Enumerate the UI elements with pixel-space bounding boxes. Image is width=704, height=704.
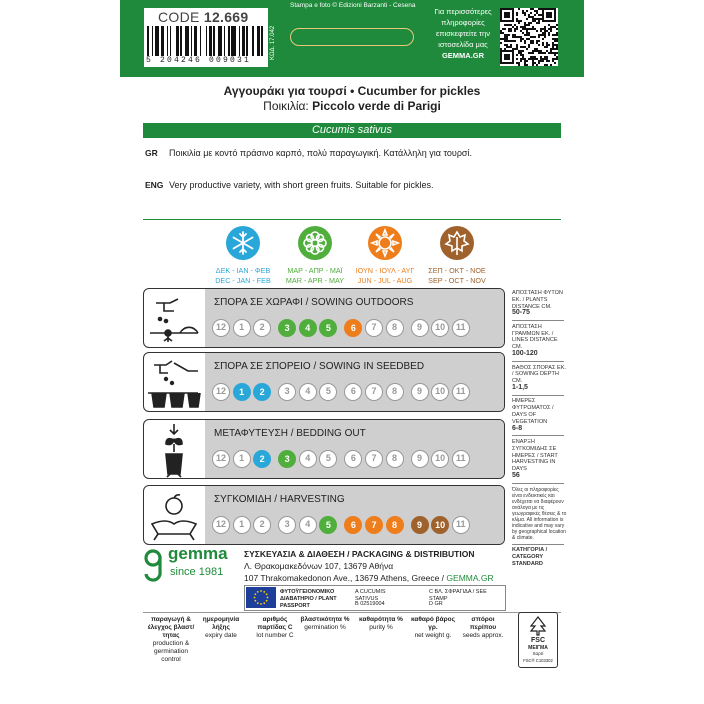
company-website[interactable]: GEMMA.GR xyxy=(446,573,494,583)
calendar-row xyxy=(143,288,505,348)
footer-field-en: purity % xyxy=(369,624,393,631)
month-9: 9 xyxy=(411,319,429,337)
footer-field-en: germination % xyxy=(304,624,346,631)
footer-field-gr: καθαρότητα % xyxy=(359,616,403,623)
category: ΚΑΤΗΓΟΡΙΑ / CATEGORY STANDARD xyxy=(512,547,548,567)
season-label-gr: ΔΕΚ - ΙΑΝ - ΦΕΒ xyxy=(215,266,271,275)
footer-field xyxy=(408,616,458,640)
month-10: 10 xyxy=(431,383,449,401)
month-3: 3 xyxy=(278,516,296,534)
description-gr: Ποικιλία με κοντό πράσινο καρπό, πολύ παραγωγική. Κατάλληλη για τουρσί. xyxy=(169,148,472,158)
footer-field-en: lot number C xyxy=(256,632,294,639)
packaging-label: ΣΥΣΚΕΥΑΣΙΑ & ΔΙΑΘΕΣΗ / PACKAGING & DISTRIBUTION xyxy=(244,549,475,559)
gemma-logo-icon xyxy=(143,548,163,587)
divider xyxy=(143,219,561,220)
brand-name: gemma xyxy=(168,544,228,563)
month-7: 7 xyxy=(365,450,383,468)
season-label-gr: ΣΕΠ - ΟΚΤ - ΝΟΕ xyxy=(428,266,486,275)
season-label-gr: ΙΟΥΝ - ΙΟΥΛ - ΑΥΓ xyxy=(355,266,415,275)
harvest-days-label: ΕΝΑΡΞΗ ΣΥΓΚΟΜΙΔΗΣ ΣΕ ΗΜΕΡΕΣ / START HARVESTING IN DAYS xyxy=(512,439,558,473)
sowing-depth-value: 1-1,5 xyxy=(512,383,528,391)
month-6: 6 xyxy=(344,319,362,337)
footer-field xyxy=(458,616,508,640)
month-8: 8 xyxy=(386,319,404,337)
barcode-number: 5 204246 009031 xyxy=(146,56,252,65)
footer-field xyxy=(300,616,350,632)
footer-field-en: net weight g. xyxy=(414,632,452,639)
month-8: 8 xyxy=(386,516,404,534)
calendar-row xyxy=(143,485,505,545)
footer-field-gr: καθαρό βάρος γρ. xyxy=(410,616,456,631)
month-5: 5 xyxy=(319,450,337,468)
row-title: ΜΕΤΑΦΥΤΕΥΣΗ / BEDDING OUT xyxy=(214,428,366,439)
calendar-row xyxy=(143,352,505,412)
passport-c: C ΒΛ. ΣΦΡΑΓΙΔΑ / SEE STAMP xyxy=(429,589,487,602)
tree-icon xyxy=(528,616,548,636)
season-label-en: SEP - OCT - NOV xyxy=(428,276,486,285)
since-text: since 1981 xyxy=(170,566,224,578)
month-strip xyxy=(212,383,472,401)
month-9: 9 xyxy=(411,516,429,534)
sun-icon xyxy=(368,226,402,260)
plants-distance-label: ΑΠΟΣΤΑΣΗ ΦΥΤΩΝ ΕΚ. / PLANTS DISTANCE CM. xyxy=(512,290,563,310)
season-label-en: DEC - JAN - FEB xyxy=(215,276,271,285)
side-info xyxy=(512,290,568,568)
lines-distance-label: ΑΠΟΣΤΑΣΗ ΓΡΑΜΜΩΝ ΕΚ. / LINES DISTANCE CM. xyxy=(512,323,558,351)
plant-passport xyxy=(244,585,506,611)
month-1: 1 xyxy=(233,319,251,337)
month-11: 11 xyxy=(452,383,470,401)
footer-field xyxy=(146,616,196,664)
kod-label: ΚΩΔ. 17.042 xyxy=(270,25,276,60)
month-7: 7 xyxy=(365,516,383,534)
month-3: 3 xyxy=(278,450,296,468)
qr-code[interactable] xyxy=(500,8,558,66)
variety-title: Ποικιλία: Piccolo verde di Parigi xyxy=(263,99,441,113)
description-en: Very productive variety, with short green fruits. Suitable for pickles. xyxy=(169,180,434,190)
month-12: 12 xyxy=(212,383,230,401)
address-gr: Λ. Θρακομακεδόνων 107, 13679 Αθήνα xyxy=(244,561,394,571)
lang-gr: GR xyxy=(145,148,158,158)
month-strip xyxy=(212,450,472,468)
passport-d: D GR xyxy=(429,601,443,607)
row-title: ΣΠΟΡΑ ΣΕ ΧΩΡΑΦΙ / SOWING OUTDOORS xyxy=(214,297,414,308)
product-code: CODE 12.669 xyxy=(158,9,249,25)
month-2: 2 xyxy=(253,516,271,534)
footer-field-gr: ημερομηνία λήξης xyxy=(202,616,240,631)
month-4: 4 xyxy=(299,450,317,468)
fsc-code: FSC® C103302 xyxy=(523,658,553,663)
month-4: 4 xyxy=(299,516,317,534)
month-12: 12 xyxy=(212,516,230,534)
address-en: 107 Thrakomakedonon Ave., 13679 Athens, Greece / GEMMA.GR xyxy=(244,573,494,583)
row-title: ΣΥΓΚΟΜΙΔΗ / HARVESTING xyxy=(214,494,345,505)
month-2: 2 xyxy=(253,383,271,401)
month-3: 3 xyxy=(278,319,296,337)
lines-distance-value: 100-120 xyxy=(512,350,538,358)
month-12: 12 xyxy=(212,450,230,468)
month-8: 8 xyxy=(386,383,404,401)
footer-field-en: production & germination control xyxy=(152,640,190,663)
disclaimer: Όλες οι πληροφορίες είναι ενδεικτικές και ενδέχεται να διαφέρουν ανάλογα με τις γεωγραφικές θέσεις & το κλίμα. All information is indicative and may vary by geographical location & climate. xyxy=(512,486,567,541)
flower-icon xyxy=(298,226,332,260)
month-11: 11 xyxy=(452,319,470,337)
fsc-sub2: Χαρτί xyxy=(532,651,544,656)
month-5: 5 xyxy=(319,516,337,534)
month-strip xyxy=(212,516,472,534)
footer-field xyxy=(356,616,406,632)
eu-flag-icon xyxy=(246,587,276,608)
website-link[interactable]: GEMMA.GR xyxy=(441,51,485,60)
month-10: 10 xyxy=(431,450,449,468)
month-9: 9 xyxy=(411,450,429,468)
fsc-label: FSC xyxy=(531,637,545,644)
month-3: 3 xyxy=(278,383,296,401)
season-label-en: MAR - APR - MAY xyxy=(285,276,345,285)
month-4: 4 xyxy=(299,319,317,337)
vegetation-days-label: ΗΜΕΡΕΣ ΦΥΤΡΩΜΑΤΟΣ / DAYS OF VEGETATION xyxy=(512,398,554,425)
month-8: 8 xyxy=(386,450,404,468)
month-12: 12 xyxy=(212,319,230,337)
month-4: 4 xyxy=(299,383,317,401)
month-6: 6 xyxy=(344,450,362,468)
month-6: 6 xyxy=(344,383,362,401)
month-11: 11 xyxy=(452,450,470,468)
season-label-en: JUN - JUL - AUG xyxy=(357,276,413,285)
footer-field-en: expiry date xyxy=(205,632,237,639)
vegetation-days-value: 6-8 xyxy=(512,424,523,432)
month-1: 1 xyxy=(233,450,251,468)
month-11: 11 xyxy=(452,516,470,534)
footer-divider xyxy=(143,612,561,613)
fsc-sub: ΜΕΙΓΜΑ xyxy=(528,645,548,651)
footer-field xyxy=(250,616,300,640)
footer-field-en: seeds approx. xyxy=(462,632,504,639)
month-2: 2 xyxy=(253,450,271,468)
transplant-icon xyxy=(144,420,204,478)
month-10: 10 xyxy=(431,319,449,337)
footer-field-gr: βλαστικότητα % xyxy=(300,616,350,623)
lang-en: ENG xyxy=(145,180,164,190)
month-1: 1 xyxy=(233,383,251,401)
plants-distance-value: 50-75 xyxy=(512,309,530,317)
month-1: 1 xyxy=(233,516,251,534)
product-title: Αγγουράκι για τουρσί • Cucumber for pickles xyxy=(223,84,481,98)
seedbed-icon xyxy=(144,353,204,411)
footer-field-gr: παραγωγή & έλεγχος βλαστ/τητας xyxy=(147,616,195,639)
footer-field xyxy=(196,616,246,640)
passport-a: A CUCUMIS SATIVUS xyxy=(355,589,386,602)
month-strip xyxy=(212,319,472,337)
month-10: 10 xyxy=(431,516,449,534)
row-title: ΣΠΟΡΑ ΣΕ ΣΠΟΡΕΙΟ / SOWING IN SEEDBED xyxy=(214,361,425,372)
month-5: 5 xyxy=(319,319,337,337)
fsc-badge xyxy=(518,612,558,668)
month-7: 7 xyxy=(365,319,383,337)
season-label-gr: ΜΑΡ - ΑΠΡ - ΜΑΪ xyxy=(287,266,343,275)
harvest-icon xyxy=(144,486,204,544)
footer-field-gr: αριθμός παρτίδας C xyxy=(257,616,293,631)
sowing-outdoors-icon xyxy=(144,289,204,347)
passport-title: ΦΥΤΟΫΓΕΙΟΝΟΜΙΚΟ ΔΙΑΒΑΤΗΡΙΟ / PLANT PASSPORT xyxy=(280,589,337,609)
info-text: Για περισσότερες πληροφορίες επισκεφτείτε την ιστοσελίδα μας GEMMA.GR xyxy=(434,7,492,60)
snowflake-icon xyxy=(226,226,260,260)
month-6: 6 xyxy=(344,516,362,534)
credits-text: Stampa e foto © Edizioni Barzanti - Cesena xyxy=(290,2,416,9)
harvest-days-value: 56 xyxy=(512,472,520,480)
month-5: 5 xyxy=(319,383,337,401)
leaf-icon xyxy=(440,226,474,260)
footer-field-gr: σπόροι περίπου xyxy=(469,616,497,631)
calendar-row xyxy=(143,419,505,479)
passport-b: B 02519004 xyxy=(355,601,385,607)
barcode xyxy=(147,26,265,56)
latin-name: Cucumis sativus xyxy=(143,123,561,138)
month-9: 9 xyxy=(411,383,429,401)
sowing-depth-label: ΒΑΘΟΣ ΣΠΟΡΑΣ ΕΚ. / SOWING DEPTH CM. xyxy=(512,364,566,385)
month-7: 7 xyxy=(365,383,383,401)
stamp-pill xyxy=(290,28,414,46)
month-2: 2 xyxy=(253,319,271,337)
